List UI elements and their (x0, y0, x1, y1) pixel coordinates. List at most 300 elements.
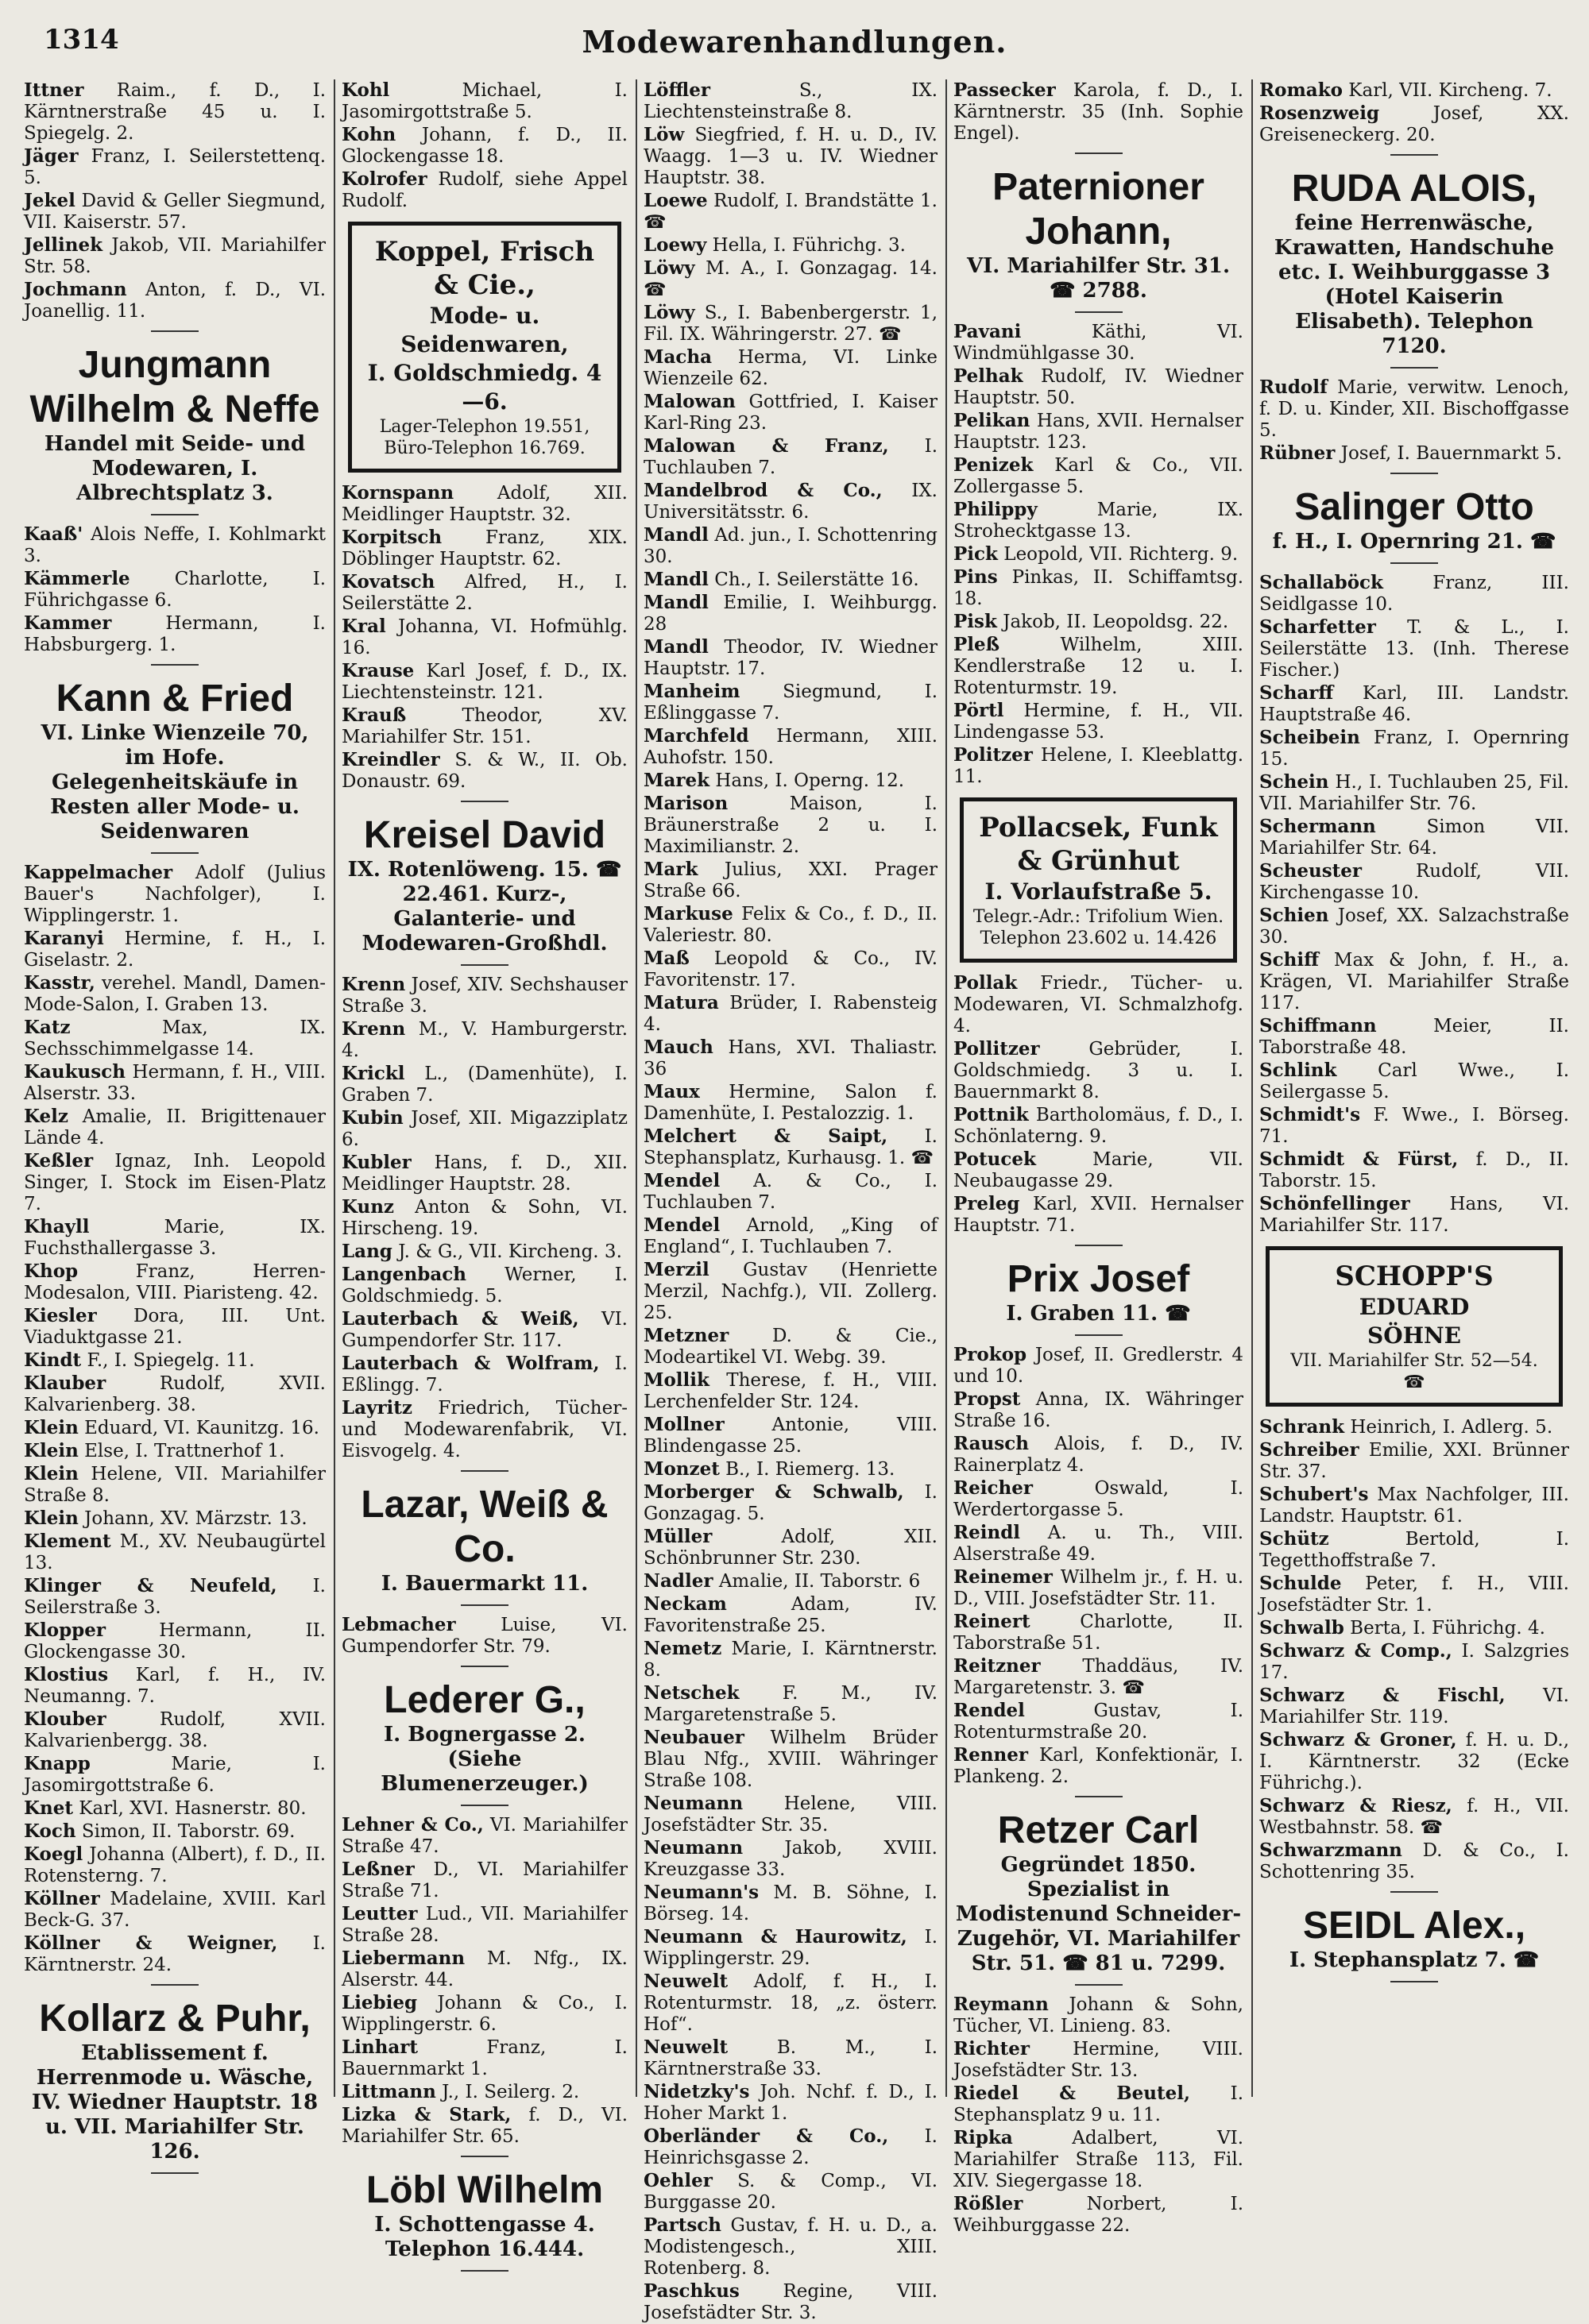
entry-name: Linhart (342, 2036, 418, 2058)
entry-name: Schwarz & Fischl, (1259, 1685, 1506, 1706)
directory-entry (644, 1882, 938, 1925)
entry-name: Malowan (644, 391, 736, 412)
entry-name: Müller (644, 1526, 713, 1547)
entry-details: Rudolf, siehe Appel Rudolf. (342, 169, 628, 211)
entry-details: Hans, I. Operng. 12. (715, 770, 905, 791)
advertisement-text: I. Graben 11. ☎ (1006, 1302, 1191, 1326)
entry-name: Kohn (342, 124, 396, 145)
entry-name: Loewy (644, 234, 707, 256)
entry-name: Neuwelt (644, 1971, 729, 1992)
directory-entry (24, 1260, 326, 1304)
separator-rule (1075, 1984, 1123, 1986)
entry-details: Joh. Nchf. f. D., I. Hoher Markt 1. (644, 2082, 938, 2124)
entry-name: Preleg (953, 1193, 1020, 1214)
entry-details: Hans, XVI. Thaliastr. 36 (644, 1037, 938, 1079)
entry-name: Schmidt's (1259, 1104, 1361, 1125)
entry-name: Philippy (953, 499, 1038, 520)
advertisement (1259, 1904, 1569, 1973)
entry-details: Wilhelm jr., f. H. u. D., VIII. Josefstädter Str. 11. (953, 1567, 1244, 1609)
advertisement-heading: Kreisel David (363, 814, 606, 856)
entry-name: Kral (342, 616, 386, 637)
entry-name: Jellinek (24, 234, 103, 256)
entry-details: Hans, XVII. Hernalser Hauptstr. 123. (953, 411, 1243, 453)
directory-entry (953, 1148, 1243, 1192)
directory-entry (24, 1349, 326, 1372)
page-title: Modewarenhandlungen. (582, 24, 1007, 60)
entry-details: F. M., IV. Margaretenstraße 5. (644, 1683, 938, 1725)
entry-name: Kämmerle (24, 568, 130, 589)
directory-entry (24, 1888, 326, 1932)
directory-entry (342, 2104, 628, 2148)
entry-name: Schien (1259, 905, 1329, 926)
directory-entry (1259, 816, 1569, 859)
directory-entry (24, 1017, 326, 1060)
entry-details: Carl Wwe., I. Seilergasse 5. (1259, 1060, 1570, 1102)
directory-entry (342, 168, 628, 212)
entry-details: Franz, III. Seidlgasse 10. (1259, 573, 1569, 615)
entry-name: Krause (342, 660, 415, 681)
directory-entry (342, 1107, 628, 1151)
entry-details: Oswald, I. Werdertorgasse 5. (953, 1478, 1243, 1520)
entry-name: Mendel (644, 1170, 721, 1191)
entry-name: Pottnik (953, 1104, 1029, 1125)
entry-details: Pinkas, II. Schiffamtsg. 18. (953, 567, 1244, 609)
entry-details: Karl & Co., VII. Zollergasse 5. (953, 455, 1243, 497)
directory-entry (953, 365, 1243, 409)
directory-entry (644, 1926, 938, 1970)
entry-name: Reinemer (953, 1566, 1053, 1588)
entry-name: Löw (644, 124, 685, 145)
entry-details: IX. Universitätsstr. 6. (644, 481, 938, 523)
entry-details: Hermine, f. H., I. Giselastr. 2. (24, 928, 327, 971)
entry-details: Alfred, H., I. Seilerstätte 2. (342, 572, 628, 614)
entry-details: Gustav, f. H. u. D., a. Modistengesch., XIII. Rotenberg. 8. (644, 2215, 938, 2279)
directory-entry (1259, 727, 1569, 770)
directory-entry (24, 1106, 326, 1149)
separator-rule (1390, 154, 1438, 156)
entry-name: Schütz (1259, 1528, 1329, 1550)
directory-entry (953, 410, 1243, 454)
entry-name: Schermann (1259, 816, 1376, 837)
entry-details: I. Gonzagag. 5. (644, 1482, 938, 1524)
entry-name: Mandl (644, 524, 709, 546)
entry-details: T. & L., I. Seilerstätte 13. (Inh. Therese Fischer.) (1259, 617, 1569, 681)
entry-details: Ignaz, Inh. Leopold Singer, I. Stock im Eisen-Platz 7. (24, 1151, 326, 1214)
entry-name: Kiesler (24, 1305, 97, 1326)
entry-details: Werner, I. Goldschmiedg. 5. (342, 1264, 628, 1307)
advertisement (953, 1257, 1243, 1326)
directory-entry (953, 1566, 1243, 1610)
entry-details: Siegmund, I. Eßlinggasse 7. (644, 681, 938, 724)
entry-name: Krenn (342, 1018, 406, 1040)
directory-entry (1259, 1840, 1569, 1883)
directory-entry (24, 928, 326, 971)
entry-name: Krenn (342, 974, 406, 995)
column-divider (945, 79, 947, 2097)
entry-name: Scheibein (1259, 727, 1360, 748)
entry-details: I. Salzgries 17. (1259, 1641, 1570, 1683)
entry-details: Friedr., Tücher- u. Modewaren, VI. Schmalzhofg. 4. (953, 973, 1243, 1037)
entry-name: Mauch (644, 1037, 713, 1058)
directory-entry (342, 1859, 628, 1902)
entry-name: Schwarz & Riesz, (1259, 1795, 1452, 1816)
entry-name: Keßler (24, 1150, 94, 1172)
entry-name: Kohl (342, 79, 390, 101)
directory-entry (644, 1170, 938, 1214)
directory-entry (953, 700, 1243, 743)
entry-details: I. Stephansplatz, Kurhausg. 1. ☎ (644, 1126, 938, 1168)
separator-rule (151, 514, 199, 515)
directory-entry (342, 482, 628, 526)
entry-name: Mendel (644, 1214, 721, 1236)
directory-entry (1259, 1617, 1569, 1639)
entry-name: Reicher (953, 1477, 1033, 1499)
entry-name: Schönfellinger (1259, 1193, 1410, 1214)
entry-name: Kubin (342, 1107, 404, 1129)
advertisement-text: (Siehe Blumenerzeuger.) (381, 1747, 589, 1796)
entry-details: Karola, f. D., I. Kärntnerstr. 35 (Inh. Sophie Engel). (953, 80, 1243, 144)
advertisement-text: SÖHNE (1367, 1322, 1461, 1349)
entry-details: A. u. Th., VIII. Alserstraße 49. (953, 1523, 1244, 1565)
entry-details: Hella, I. Führichg. 3. (712, 235, 906, 256)
entry-name: Mollik (644, 1369, 709, 1391)
directory-entry (644, 992, 938, 1036)
directory-entry (644, 1727, 938, 1792)
advertisement-text: Mode- u. Seidenwaren, (400, 303, 569, 357)
entry-details: S. & Comp., VI. Burggasse 20. (644, 2171, 938, 2213)
entry-details: Hermann, f. H., VIII. Alserstr. 33. (24, 1062, 326, 1104)
directory-entry (953, 2038, 1243, 2082)
entry-details: Adam, IV. Favoritenstraße 25. (644, 1594, 938, 1636)
directory-entry (644, 124, 938, 189)
advertisement-heading: Lazar, Weiß & Co. (361, 1484, 609, 1570)
column-1 (24, 79, 327, 2164)
entry-name: Netschek (644, 1682, 740, 1704)
entry-details: Johann & Sohn, Tücher, VI. Linieng. 83. (953, 1994, 1243, 2036)
entry-details: Theodor, XV. Mariahilfer Str. 151. (342, 705, 628, 747)
entry-details: Helene, VIII. Josefstädter Str. 35. (644, 1793, 938, 1836)
directory-entry (342, 1903, 628, 1947)
directory-entry (342, 616, 628, 659)
advertisement (1259, 485, 1569, 554)
advertisement (24, 1997, 326, 2164)
advertisement (342, 1483, 628, 1596)
directory-entry (644, 592, 938, 635)
entry-name: Schwarz & Groner, (1259, 1729, 1457, 1751)
directory-entry (644, 1081, 938, 1125)
directory-entry (644, 79, 938, 123)
entry-details: Thaddäus, IV. Margaretenstr. 3. ☎ (953, 1656, 1243, 1698)
entry-details: Simon, II. Taborstr. 69. (81, 1821, 296, 1842)
entry-details: Marie, verwitw. Lenoch, f. D. u. Kinder, XII. Bischoffgasse 5. (1259, 377, 1569, 441)
directory-entry (1259, 1439, 1569, 1483)
entry-name: Mark (644, 859, 698, 880)
directory-entry (644, 2214, 938, 2280)
boxed-advertisement (348, 222, 621, 473)
entry-name: Marison (644, 793, 729, 814)
directory-entry (953, 1104, 1243, 1148)
entry-details: Jakob, VII. Mariahilfer Str. 58. (24, 235, 327, 277)
entry-name: Nidetzky's (644, 2081, 750, 2102)
column-divider (334, 79, 335, 2097)
entry-details: Helene, VII. Mariahilfer Straße 8. (24, 1464, 326, 1506)
directory-entry (24, 1372, 326, 1416)
directory-entry (342, 660, 628, 704)
separator-rule (461, 1604, 508, 1606)
entry-name: Kunz (342, 1196, 394, 1218)
directory-entry (953, 2193, 1243, 2237)
entry-name: Lauterbach & Wolfram, (342, 1353, 600, 1374)
directory-entry (644, 302, 938, 346)
directory-entry (1259, 1729, 1569, 1794)
advertisement-text: I. Bognergasse 2. (384, 1723, 586, 1747)
entry-name: Schlink (1259, 1060, 1337, 1081)
entry-name: Rendel (953, 1700, 1025, 1721)
directory-entry (342, 1992, 628, 2036)
entry-name: Jekel (24, 190, 75, 211)
advertisement (342, 1678, 628, 1797)
directory-entry (24, 1708, 326, 1752)
directory-entry (953, 1700, 1243, 1743)
entry-details: J. & G., VII. Kircheng. 3. (398, 1241, 622, 1262)
advertisement-text: I. Bauermarkt 11. (381, 1572, 589, 1596)
advertisement-heading: RUDA ALOIS, (1291, 168, 1537, 210)
advertisement-text: Gegründet 1850. (1000, 1853, 1197, 1877)
advertisement-heading: Retzer Carl (997, 1809, 1200, 1851)
advertisement-text: I. Schottengasse 4. Telephon 16.444. (374, 2213, 595, 2261)
directory-entry (644, 1214, 938, 1258)
directory-entry (644, 725, 938, 769)
entry-details: Gottfried, I. Kaiser Karl-Ring 23. (644, 392, 938, 434)
entry-name: Schiffmann (1259, 1015, 1377, 1037)
entry-name: Lang (342, 1241, 392, 1262)
directory-entry (953, 566, 1243, 610)
entry-name: Layritz (342, 1397, 412, 1419)
advertisement (24, 677, 326, 844)
directory-entry (342, 1353, 628, 1396)
entry-name: Marek (644, 770, 710, 791)
directory-entry (24, 1305, 326, 1349)
entry-name: Jäger (24, 145, 79, 167)
entry-details: Adalbert, VI. Mariahilfer Straße 113, Fil. XIV. Siegergasse 18. (953, 2128, 1243, 2191)
entry-name: Mandelbrod & Co., (644, 480, 883, 501)
entry-details: Brüder, I. Rabensteig 4. (644, 993, 938, 1035)
column-2 (342, 79, 628, 2261)
directory-entry (1259, 79, 1569, 102)
directory-entry (24, 1664, 326, 1708)
entry-details: Max & John, f. H., a. Krägen, VI. Mariahilfer Straße 117. (1259, 950, 1569, 1013)
entry-name: Kreindler (342, 749, 440, 770)
entry-name: Neumann (644, 1837, 744, 1859)
entry-details: Franz, I. Bauernmarkt 1. (342, 2037, 628, 2079)
directory-entry (1259, 771, 1569, 815)
directory-entry (644, 1526, 938, 1569)
advertisement-heading: Pollacsek, Funk & Grünhut (979, 812, 1218, 877)
entry-name: Partsch (644, 2214, 721, 2236)
entry-details: Franz, I. Opernring 15. (1259, 728, 1570, 770)
directory-entry (953, 1388, 1243, 1432)
entry-name: Klein (24, 1417, 79, 1438)
directory-entry (342, 1948, 628, 1991)
boxed-advertisement (960, 797, 1237, 963)
advertisement-text: I. Stephansplatz 7. ☎ (1289, 1948, 1540, 1972)
directory-entry (24, 862, 326, 927)
directory-entry (1259, 1573, 1569, 1616)
entry-details: Simon VII. Mariahilfer Str. 64. (1259, 816, 1569, 859)
entry-details: M., V. Hamburgerstr. 4. (342, 1019, 628, 1061)
entry-details: Anna, IX. Währinger Straße 16. (953, 1389, 1243, 1431)
directory-entry (1259, 1416, 1569, 1438)
directory-entry (1259, 616, 1569, 681)
entry-name: Matura (644, 992, 719, 1013)
entry-name: Khop (24, 1260, 79, 1282)
entry-details: Peter, f. H., VIII. Josefstädter Str. 1. (1259, 1573, 1569, 1616)
entry-details: Gustav (Henriette Merzil, Nachfg.), VII. Zollerg. 25. (644, 1260, 938, 1323)
entry-details: D. & Cie., Modeartikel VI. Webg. 39. (644, 1326, 938, 1368)
entry-name: Neuwelt (644, 2036, 729, 2058)
advertisement-text: VI. Mariahilfer Str. 31. ☎ 2788. (966, 254, 1231, 303)
column-4 (953, 79, 1244, 2236)
directory-entry (644, 1125, 938, 1169)
entry-details: Meier, II. Taborstraße 48. (1259, 1016, 1569, 1058)
advertisement-text: feine Herrenwäsche, Krawatten, Handschuhe etc. I. Weihburggasse 3 (Hotel Kaiserin Elisabeth). Telephon 7120. (1274, 211, 1555, 358)
entry-details: Madelaine, XVIII. Karl Beck-G. 37. (24, 1889, 326, 1931)
entry-name: Scheuster (1259, 860, 1363, 882)
entry-name: Neumann & Haurowitz, (644, 1926, 907, 1948)
entry-details: Adolf, XII. Meidlinger Hauptstr. 32. (342, 483, 628, 525)
advertisement-text: Handel mit Seide- und Modewaren, I. Albrechtsplatz 3. (44, 432, 306, 505)
directory-entry (644, 1971, 938, 2036)
entry-name: Klopper (24, 1619, 106, 1641)
entry-name: Klein (24, 1440, 79, 1461)
entry-details: Ad. jun., I. Schottenring 30. (644, 525, 938, 567)
separator-rule (1075, 311, 1123, 313)
directory-entry (953, 321, 1243, 365)
entry-name: Klein (24, 1508, 79, 1529)
entry-name: Rosenzweig (1259, 102, 1380, 124)
directory-entry (24, 279, 326, 322)
directory-entry (953, 1344, 1243, 1388)
directory-entry (644, 903, 938, 947)
directory-entry (953, 1193, 1243, 1237)
entry-details: Luise, VI. Gumpendorfer Str. 79. (342, 1615, 628, 1657)
separator-rule (1390, 1891, 1438, 1893)
entry-details: VI. Mariahilfer Straße 47. (342, 1815, 628, 1857)
directory-entry (953, 744, 1243, 788)
separator-rule (151, 2172, 199, 2174)
entry-name: Pisk (953, 611, 997, 632)
directory-entry (644, 190, 938, 234)
entry-name: Krauß (342, 705, 407, 726)
entry-name: Kaaß' (24, 523, 83, 545)
entry-details: Anton & Sohn, VI. Hirscheng. 19. (342, 1197, 628, 1239)
directory-entry (953, 1477, 1243, 1521)
entry-name: Klouber (24, 1708, 106, 1730)
directory-entry (1259, 1148, 1569, 1192)
directory-entry (644, 2170, 938, 2214)
entry-details: Karl, III. Landstr. Hauptstraße 46. (1259, 683, 1570, 725)
entry-details: B., I. Riemerg. 13. (725, 1459, 895, 1480)
separator-rule (1075, 152, 1123, 154)
directory-entry (24, 1216, 326, 1260)
separator-rule (1390, 473, 1438, 474)
entry-name: Politzer (953, 744, 1033, 766)
entry-details: Herma, VI. Linke Wienzeile 62. (644, 347, 938, 389)
entry-details: Käthi, VI. Windmühlgasse 30. (953, 322, 1243, 364)
entry-details: Johanna, VI. Hofmühlg. 16. (342, 616, 628, 658)
entry-details: I. Heinrichsgasse 2. (644, 2126, 938, 2168)
entry-name: Pavani (953, 321, 1022, 342)
entry-name: Oehler (644, 2170, 713, 2191)
entry-details: Max Nachfolger, III. Landstr. Hauptstr. 61. (1259, 1484, 1569, 1527)
entry-details: Leopold & Co., IV. Favoritenstr. 17. (644, 948, 938, 990)
entry-name: Langenbach (342, 1264, 466, 1285)
directory-entry (1259, 949, 1569, 1014)
entry-details: Regine, VIII. Josefstädter Str. 3. (644, 2281, 938, 2323)
entry-details: Josef, II. Gredlerstr. 4 und 10. (953, 1345, 1243, 1387)
entry-details: H., I. Tuchlauben 25, Fil. VII. Mariahilfer Str. 76. (1259, 772, 1569, 814)
entry-name: Mandl (644, 636, 709, 658)
entry-name: Kubler (342, 1152, 412, 1173)
entry-name: Reindl (953, 1522, 1021, 1543)
entry-details: Hermann, I. Habsburgerg. 1. (24, 613, 326, 655)
directory-entry (1259, 1104, 1569, 1148)
directory-entry (24, 1061, 326, 1105)
entry-details: L., (Damenhüte), I. Graben 7. (342, 1064, 628, 1106)
entry-name: Lebmacher (342, 1614, 456, 1635)
entry-name: Pins (953, 566, 998, 588)
directory-entry (644, 1682, 938, 1726)
directory-entry (24, 1753, 326, 1797)
entry-details: Ch., I. Seilerstätte 16. (714, 569, 919, 590)
boxed-advertisement (1266, 1246, 1563, 1407)
directory-entry (644, 435, 938, 479)
directory-entry (342, 571, 628, 615)
entry-details: Karl, XVII. Hernalser Hauptstr. 71. (953, 1194, 1243, 1236)
entry-name: Merzil (644, 1259, 709, 1280)
directory-entry (644, 234, 938, 257)
directory-entry (953, 499, 1243, 542)
entry-name: Schallaböck (1259, 572, 1383, 593)
entry-name: Melchert & Saipt, (644, 1125, 888, 1147)
entry-name: Löwy (644, 257, 695, 279)
entry-name: Schein (1259, 771, 1329, 793)
directory-entry (342, 1264, 628, 1307)
entry-details: f. H. u. D., I. Kärntnerstr. 32 (Ecke Führichg.). (1259, 1730, 1570, 1793)
entry-details: M., XV. Neubaugürtel 13. (24, 1531, 326, 1573)
entry-name: Rausch (953, 1433, 1029, 1454)
entry-details: Berta, I. Führichg. 4. (1350, 1618, 1545, 1639)
entry-details: D., VI. Mariahilfer Straße 71. (342, 1859, 628, 1901)
advertisement-contact: VII. Mariahilfer Str. 52—54. ☎ (1290, 1351, 1538, 1392)
directory-entry (342, 527, 628, 570)
directory-entry (1259, 1484, 1569, 1527)
advertisement-contact: Büro-Telephon 16.769. (384, 438, 586, 458)
advertisement (342, 2168, 628, 2262)
separator-rule (151, 852, 199, 854)
advertisement (1259, 167, 1569, 359)
entry-details: Lud., VII. Mariahilfer Straße 28. (342, 1904, 628, 1946)
entry-name: Markuse (644, 903, 733, 925)
entry-name: Lauterbach & Weiß, (342, 1308, 579, 1330)
entry-details: Emilie, I. Weihburgg. 28 (644, 593, 938, 635)
entry-details: I. Wipplingerstr. 29. (644, 1927, 938, 1969)
directory-entry (342, 1241, 628, 1263)
entry-details: Adolf, f. H., I. Rotenturmstr. 18, „z. österr. Hof“. (644, 1971, 938, 2035)
separator-rule (461, 2156, 508, 2157)
column-divider (636, 79, 637, 2097)
directory-entry (644, 793, 938, 858)
